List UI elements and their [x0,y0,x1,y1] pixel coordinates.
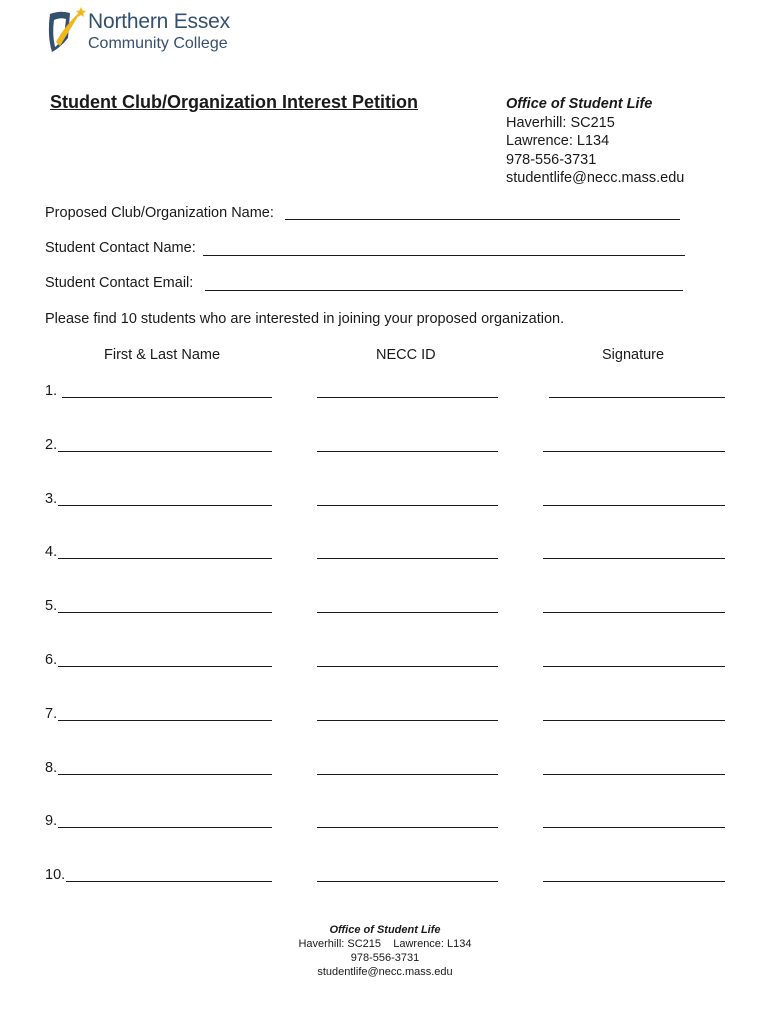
row-signature-field[interactable] [543,451,725,452]
office-email: studentlife@necc.mass.edu [506,170,685,187]
row-number: 3. [45,490,58,507]
row-signature-field[interactable] [543,612,725,613]
contact-email-label: Student Contact Email: [45,275,194,291]
instructions-text: Please find 10 students who are interested in joining your proposed organization. [45,311,565,327]
row-name-field[interactable] [66,881,272,882]
row-signature-field[interactable] [543,720,725,721]
row-name-field[interactable] [58,505,272,506]
row-name-field[interactable] [58,666,272,667]
row-number: 10. [45,867,66,884]
row-name-field[interactable] [62,397,272,398]
row-name-field[interactable] [58,774,272,775]
row-signature-field[interactable] [543,558,725,559]
row-id-field[interactable] [317,612,498,613]
row-name-field[interactable] [58,451,272,452]
row-signature-field[interactable] [543,505,725,506]
contact-name-label: Student Contact Name: [45,240,196,256]
footer-locations: Haverhill: SC215 Lawrence: L134 [298,938,472,950]
row-number: 2. [45,436,58,453]
contact-name-field[interactable] [203,255,685,256]
document-title: Student Club/Organization Interest Petition [50,92,419,112]
page-footer [0,923,770,979]
row-signature-field[interactable] [543,666,725,667]
logo-text-line1: Northern Essex [88,10,230,33]
footer-title: Office of Student Life [329,924,441,936]
row-number: 1. [45,383,58,399]
office-contact-block [506,95,684,188]
column-header-name: First & Last Name [104,347,221,363]
row-name-field[interactable] [58,720,272,721]
office-title: Office of Student Life [506,96,653,112]
row-name-field[interactable] [58,827,272,828]
row-number: 8. [45,759,58,776]
row-signature-field[interactable] [543,827,725,828]
row-signature-field[interactable] [543,774,725,775]
office-haverhill: Haverhill: SC215 [506,114,615,131]
row-number: 6. [45,652,58,668]
row-id-field[interactable] [317,881,498,882]
footer-email: studentlife@necc.mass.edu [317,966,453,978]
row-id-field[interactable] [317,774,498,775]
club-name-field[interactable] [285,219,680,220]
row-number: 4. [45,544,58,561]
column-header-id: NECC ID [376,347,436,363]
row-id-field[interactable] [317,397,498,398]
row-name-field[interactable] [58,558,272,559]
row-signature-field[interactable] [543,881,725,882]
row-name-field[interactable] [58,612,272,613]
row-id-field[interactable] [317,827,498,828]
row-signature-field[interactable] [549,397,725,398]
row-number: 9. [45,813,58,830]
row-number: 7. [45,705,58,722]
row-id-field[interactable] [317,451,498,452]
logo-text-line2: Community College [88,35,228,52]
row-id-field[interactable] [317,720,498,721]
row-id-field[interactable] [317,558,498,559]
row-number: 5. [45,598,58,615]
contact-email-field[interactable] [205,290,683,291]
row-id-field[interactable] [317,666,498,667]
row-id-field[interactable] [317,505,498,506]
college-logo-emblem [44,6,86,54]
footer-phone: 978-556-3731 [350,952,420,964]
office-lawrence: Lawrence: L134 [506,133,610,150]
club-name-label: Proposed Club/Organization Name: [45,205,274,221]
office-phone: 978-556-3731 [506,151,597,168]
column-header-signature: Signature [602,347,665,363]
